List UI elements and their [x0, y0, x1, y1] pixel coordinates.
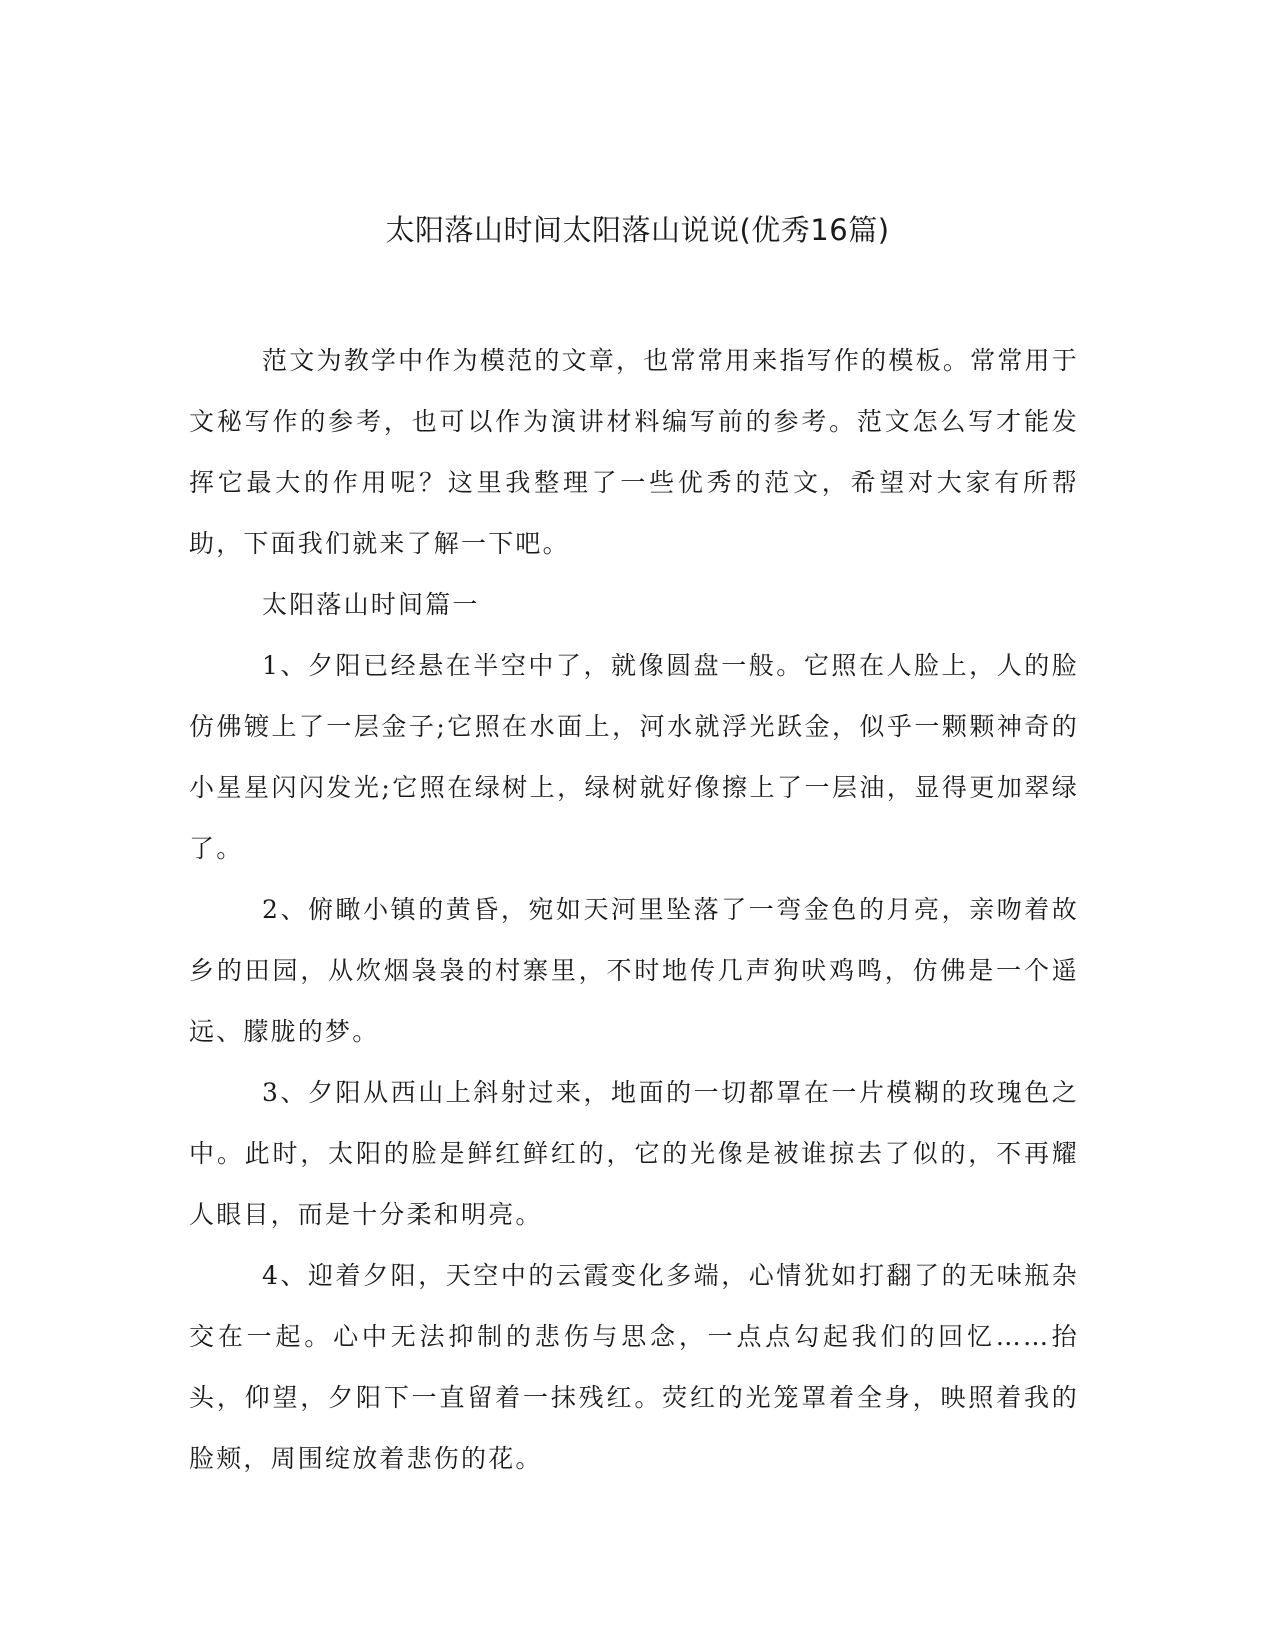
list-item: 3、夕阳从西山上斜射过来，地面的一切都罩在一片模糊的玫瑰色之中。此时，太阳的脸是鲜红鲜红的，它的光像是被谁掠去了似的，不再耀人眼目，而是十分柔和明亮。: [189, 1078, 1079, 1229]
list-item: 1、夕阳已经悬在半空中了，就像圆盘一般。它照在人脸上，人的脸仿佛镀上了一层金子;它照在水面上，河水就浮光跃金，似乎一颗颗神奇的小星星闪闪发光;它照在绿树上，绿树就好像擦上了一层油，显得更加翠绿了。: [189, 651, 1079, 863]
section-heading: 太阳落山时间篇一: [262, 590, 480, 619]
list-item: 2、俯瞰小镇的黄昏，宛如天河里坠落了一弯金色的月亮，亲吻着故乡的田园，从炊烟袅袅的村寨里，不时地传几声狗吠鸡鸣，仿佛是一个遥远、朦胧的梦。: [189, 895, 1079, 1046]
document-body: [189, 330, 1079, 1489]
document-title: 太阳落山时间太阳落山说说(优秀16篇): [385, 213, 890, 247]
intro-paragraph: 范文为教学中作为模范的文章，也常常用来指写作的模板。常常用于文秘写作的参考，也可以作为演讲材料编写前的参考。范文怎么写才能发挥它最大的作用呢？这里我整理了一些优秀的范文，希望对大家有所帮助，下面我们就来了解一下吧。: [189, 346, 1079, 558]
list-item: 4、迎着夕阳，天空中的云霞变化多端，心情犹如打翻了的无味瓶杂交在一起。心中无法抑制的悲伤与思念，一点点勾起我们的回忆……抬头，仰望，夕阳下一直留着一抹残红。荧红的光笼罩着全身，映照着我的脸颊，周围绽放着悲伤的花。: [189, 1261, 1079, 1473]
